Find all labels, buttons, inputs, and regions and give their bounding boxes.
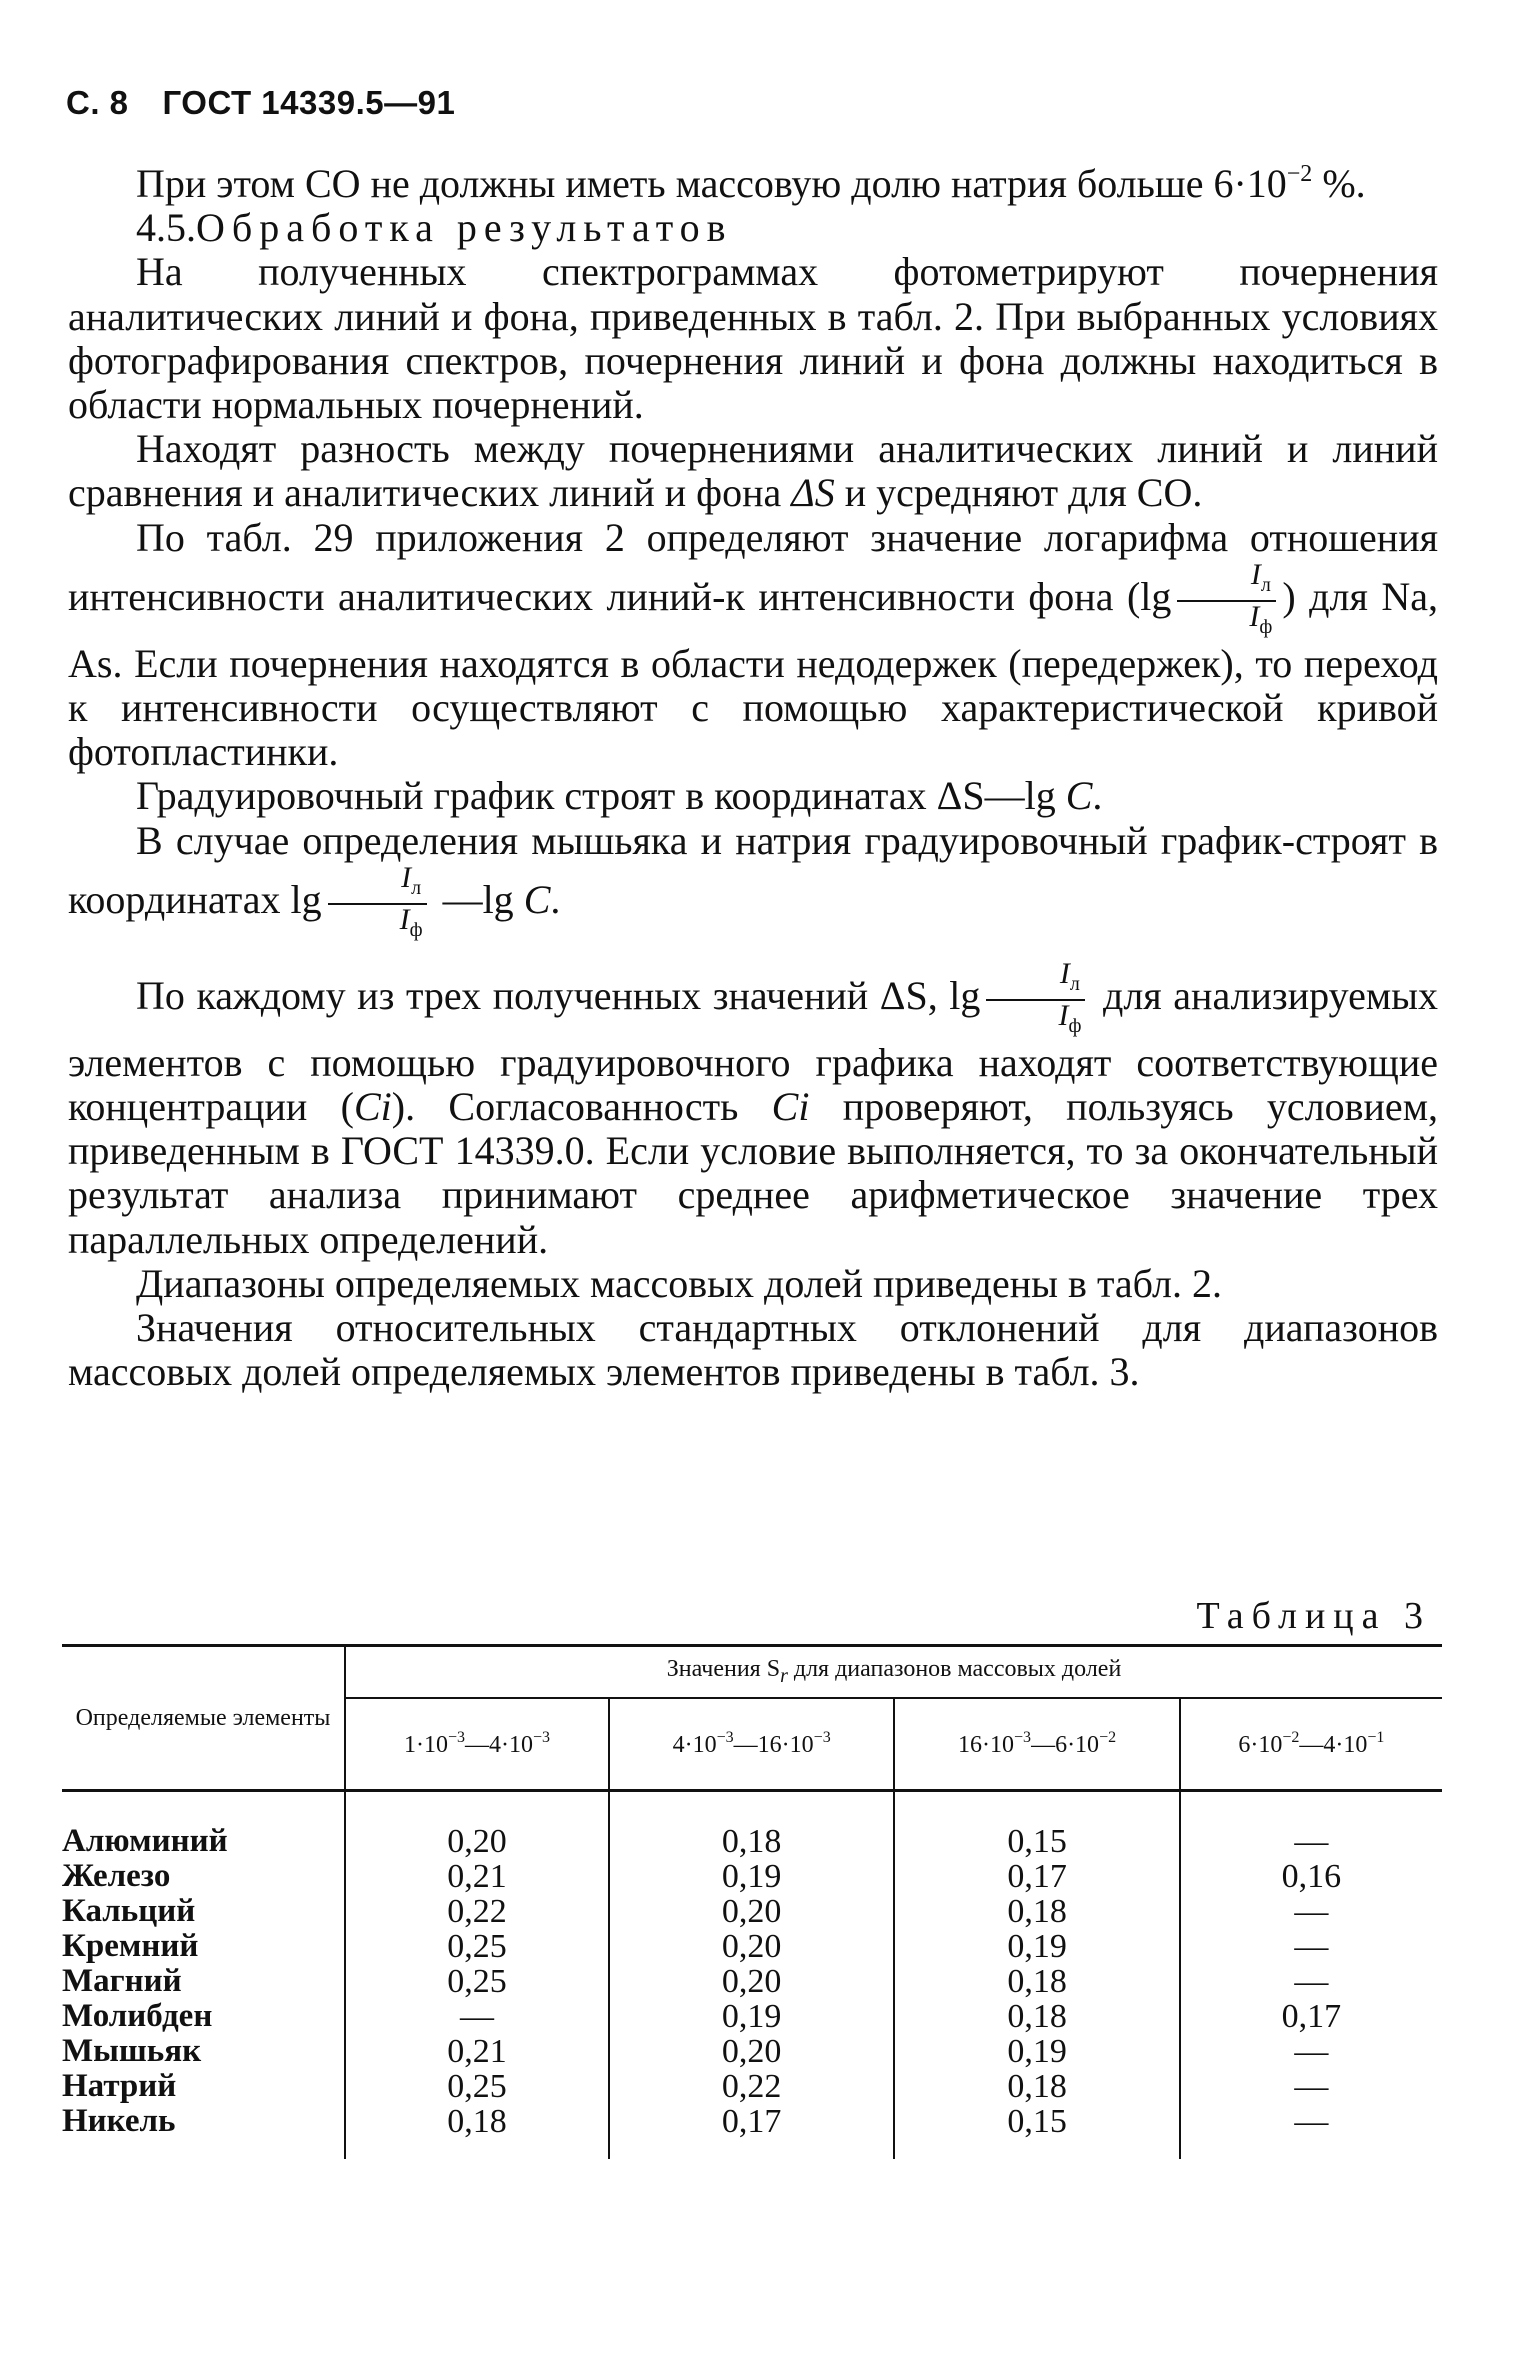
paragraph-sodium-limit xyxy=(68,162,1438,206)
element-name: Никель xyxy=(62,2103,176,2139)
c-symbol: C xyxy=(1065,773,1093,819)
range-exponent: −2 xyxy=(1099,1729,1117,1746)
frac-num: I xyxy=(401,860,412,894)
text-run: ) для Na, As. Если почернения находятся в области недодержек (передержек), то переход к интенсивности осуществляют с помощью характеристической кривой фотопластинки. xyxy=(68,574,1438,775)
paragraph-deviations: Значения относительных стандартных отклонений для диапазонов массовых долей определяемых элементов приведены в табл. 3. xyxy=(68,1305,1438,1395)
range-mantissa: 4·10 xyxy=(672,1732,717,1758)
sr-value: 0,19 xyxy=(609,1859,894,1894)
frac-den: I xyxy=(399,902,410,936)
sr-value: — xyxy=(1180,1894,1442,1929)
sr-value: 0,17 xyxy=(1180,1999,1442,2034)
sr-value: 0,20 xyxy=(609,1929,894,1964)
paragraph-ranges: Диапазоны определяемых массовых долей приведены в табл. 2. xyxy=(136,1260,1222,1306)
sr-value: 0,22 xyxy=(345,1894,609,1929)
sr-value: 0,25 xyxy=(345,1929,609,1964)
element-name: Кальций xyxy=(62,1893,196,1929)
frac-den: I xyxy=(1058,998,1069,1032)
sr-value: — xyxy=(345,1999,609,2034)
standard-code: ГОСТ 14339.5—91 xyxy=(162,84,456,121)
paragraph-photometry: На полученных спектрограммах фотометрируют почернения аналитических линий и фона, приведенных в табл. 2. При выбранных условиях фотографирования спектров, почернения линий и фона должны находиться в области нормальных почернений. xyxy=(68,249,1438,428)
range-exponent: −3 xyxy=(532,1729,551,1746)
sr-value: 0,17 xyxy=(609,2104,894,2159)
frac-num: I xyxy=(1059,956,1070,990)
frac-num-sub: л xyxy=(1069,972,1080,995)
element-name: Алюминий xyxy=(62,1823,228,1859)
sr-value: 0,18 xyxy=(894,1964,1179,1999)
sr-value: 0,21 xyxy=(345,2034,609,2069)
text-run: Градуировочный график строят в координатах ΔS—lg xyxy=(136,773,1066,819)
column-header-range-3 xyxy=(894,1698,1179,1791)
sr-value: 0,18 xyxy=(894,2069,1179,2104)
range-exponent: −3 xyxy=(813,1729,831,1746)
range-mantissa: —6·10 xyxy=(1031,1732,1100,1758)
section-heading xyxy=(68,206,1438,250)
range-exponent: −2 xyxy=(1282,1729,1300,1746)
sr-value: 0,18 xyxy=(345,2104,609,2159)
text-run: для анализируемых элементов с помощью градуировочного графика находят соответствующие концентрации ( xyxy=(68,973,1439,1130)
column-header-range-2 xyxy=(609,1698,894,1791)
sr-value: 0,19 xyxy=(609,1999,894,2034)
element-name: Железо xyxy=(62,1858,171,1894)
table-caption: Таблица 3 xyxy=(1196,1595,1431,1637)
range-exponent: −3 xyxy=(447,1729,465,1746)
body-text xyxy=(68,162,1438,1394)
sr-value: 0,15 xyxy=(894,2104,1179,2159)
sr-value: 0,17 xyxy=(894,1859,1179,1894)
text-run: ). Согласованность xyxy=(391,1084,772,1130)
page-header xyxy=(66,84,455,122)
deviation-table xyxy=(62,1644,1442,2159)
spacer xyxy=(68,945,1438,959)
page-number: С. 8 xyxy=(66,84,129,121)
text-run: и усредняют для СО. xyxy=(834,470,1203,516)
text-run: При этом СО не должны иметь массовую долю натрия больше 6·10 xyxy=(136,161,1287,206)
section-title: Обработка результатов xyxy=(196,205,733,251)
frac-den-sub: ф xyxy=(1068,1014,1082,1037)
text-run: По каждому из трех полученных значений ΔS, lg xyxy=(136,973,981,1019)
frac-den-sub: ф xyxy=(1259,615,1273,638)
column-group-header xyxy=(345,1646,1442,1699)
text-run: —lg xyxy=(432,877,524,923)
frac-num-sub: л xyxy=(411,876,422,899)
sr-value: — xyxy=(1180,2069,1442,2104)
sr-value: 0,18 xyxy=(894,1894,1179,1929)
table-3 xyxy=(62,1644,1442,2159)
intensity-ratio-fraction xyxy=(986,956,1085,1041)
text-run: Находят разность между почернениями аналитических линий и линий сравнения и аналитических линий и фона xyxy=(68,426,1438,516)
column-header-range-4 xyxy=(1180,1698,1442,1791)
group-header-sub: r xyxy=(780,1664,788,1687)
text-run: . xyxy=(550,877,561,923)
frac-den-sub: ф xyxy=(409,918,423,941)
table-row xyxy=(62,2104,1442,2159)
sr-value: — xyxy=(1180,2034,1442,2069)
range-mantissa: 6·10 xyxy=(1238,1732,1283,1758)
table-row xyxy=(62,1894,1442,1929)
range-exponent: −3 xyxy=(716,1729,734,1746)
sr-value: 0,15 xyxy=(894,1791,1179,1860)
sr-value: 0,19 xyxy=(894,1929,1179,1964)
range-mantissa: —4·10 xyxy=(464,1732,533,1758)
frac-num-sub: л xyxy=(1260,573,1271,596)
element-name: Молибден xyxy=(62,1998,213,2034)
sr-value: — xyxy=(1180,1964,1442,1999)
sr-value: 0,25 xyxy=(345,2069,609,2104)
sr-value: 0,16 xyxy=(1180,1859,1442,1894)
text-run: . xyxy=(1092,773,1103,819)
text-run: По табл. 29 приложения 2 определяют значение логарифма отношения интенсивности аналитических линий-к интенсивности фона (lg xyxy=(68,514,1438,620)
sr-value: 0,25 xyxy=(345,1964,609,1999)
range-mantissa: —4·10 xyxy=(1299,1732,1368,1758)
range-mantissa: 16·10 xyxy=(958,1732,1015,1758)
sr-value: 0,19 xyxy=(894,2034,1179,2069)
element-name: Мышьяк xyxy=(62,2033,202,2069)
intensity-ratio-fraction xyxy=(1177,557,1276,642)
range-mantissa: —16·10 xyxy=(733,1732,814,1758)
table-row xyxy=(62,1999,1442,2034)
text-run: В случае определения мышьяка и натрия градуировочный график-строят в координатах lg xyxy=(68,817,1438,923)
paragraph-arsenic-sodium xyxy=(68,819,1438,945)
exponent: −2 xyxy=(1286,161,1313,187)
c-symbol: C xyxy=(523,877,551,923)
paragraph-calibration xyxy=(68,774,1438,818)
range-exponent: −3 xyxy=(1014,1729,1032,1746)
group-header-tail: для диапазонов массовых долей xyxy=(787,1656,1122,1683)
sr-value: 0,20 xyxy=(345,1791,609,1860)
intensity-ratio-fraction xyxy=(328,860,427,945)
sr-value: 0,21 xyxy=(345,1859,609,1894)
sr-value: — xyxy=(1180,1929,1442,1964)
table-row xyxy=(62,1791,1442,1860)
section-number: 4.5. xyxy=(136,205,196,251)
element-name: Кремний xyxy=(62,1928,199,1964)
sr-value: — xyxy=(1180,2104,1442,2159)
sr-value: 0,20 xyxy=(609,2034,894,2069)
table-row xyxy=(62,1929,1442,1964)
table-row xyxy=(62,2034,1442,2069)
column-header-elements: Определяемые элементы xyxy=(75,1704,331,1731)
sr-value: 0,20 xyxy=(609,1894,894,1929)
sr-value: 0,20 xyxy=(609,1964,894,1999)
frac-den: I xyxy=(1249,599,1260,633)
table-row xyxy=(62,1964,1442,1999)
paragraph-difference xyxy=(68,427,1438,515)
sr-value: 0,18 xyxy=(894,1999,1179,2034)
column-header-range-1 xyxy=(345,1698,609,1791)
sr-value: — xyxy=(1180,1791,1442,1860)
table-row xyxy=(62,2069,1442,2104)
table-row xyxy=(62,1859,1442,1894)
sr-value: 0,22 xyxy=(609,2069,894,2104)
text-run: проверяют, пользуясь условием, приведенным в ГОСТ 14339.0. Если условие выполняется, то за окончательный результат анализа принимают среднее арифметическое значение трех параллельных определений. xyxy=(68,1084,1438,1262)
delta-s-symbol: ΔS xyxy=(791,470,835,516)
paragraph-concentration xyxy=(68,956,1439,1262)
frac-num: I xyxy=(1250,557,1261,591)
ci-symbol: Ci xyxy=(771,1084,810,1130)
element-name: Натрий xyxy=(62,2068,177,2104)
group-header-text: Значения S xyxy=(666,1656,781,1683)
text-run: %. xyxy=(1312,161,1366,206)
sr-value: 0,18 xyxy=(609,1791,894,1860)
range-mantissa: 1·10 xyxy=(403,1732,448,1758)
range-exponent: −1 xyxy=(1367,1729,1385,1746)
element-name: Магний xyxy=(62,1963,182,1999)
ci-symbol: Ci xyxy=(353,1084,392,1130)
paragraph-logarithm xyxy=(68,516,1438,775)
